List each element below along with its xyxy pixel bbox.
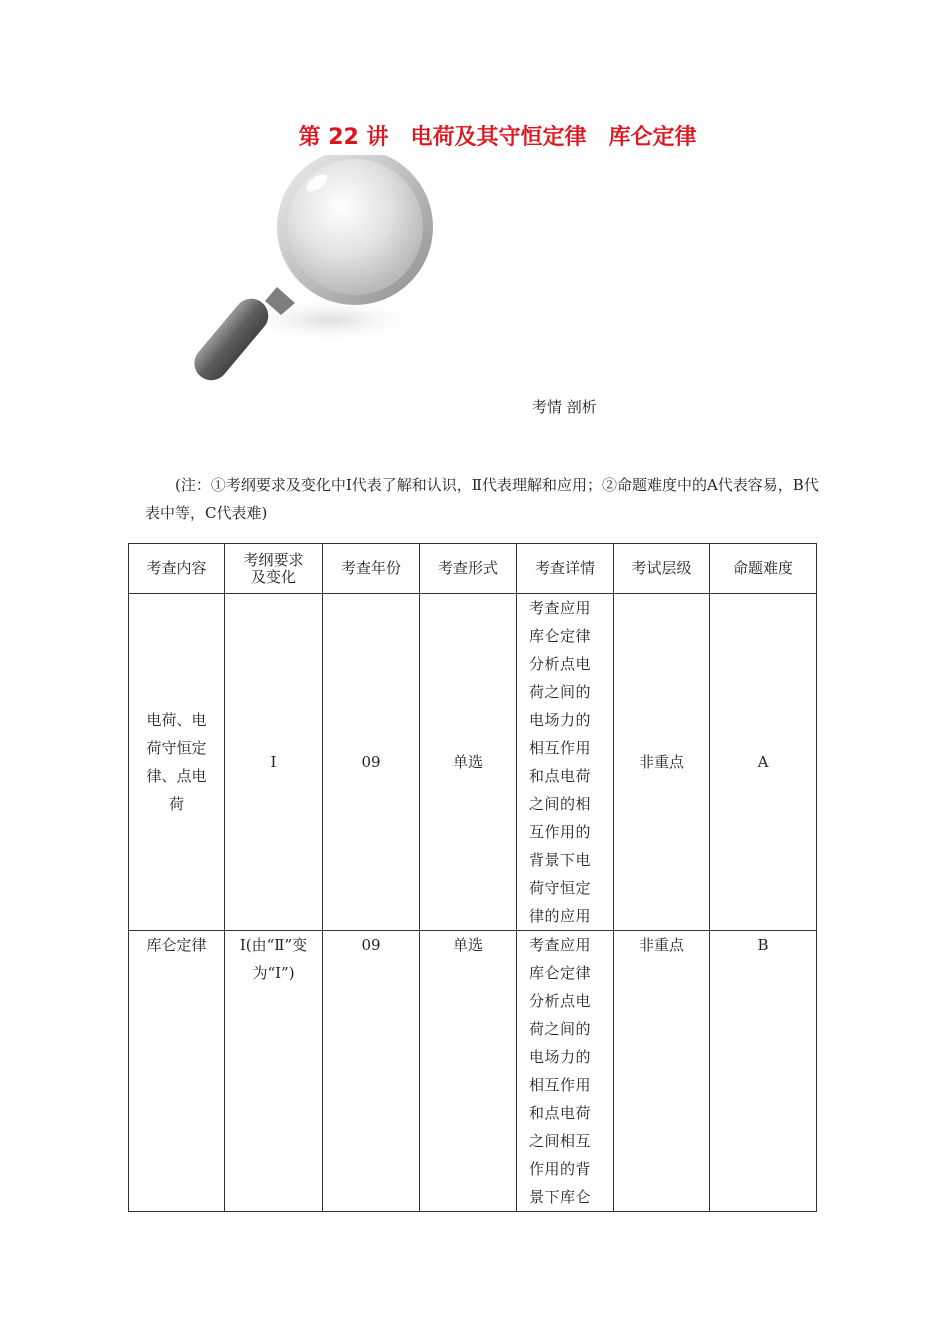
cell-detail: 考查应用库仑定律分析点电荷之间的电场力的相互作用和点电荷之间的相互作用的背景下电荷守恒定律的应用 bbox=[517, 594, 614, 931]
cell-year: 09 bbox=[323, 594, 420, 931]
cell-difficulty: A bbox=[710, 594, 817, 931]
header-level: 考试层级 bbox=[614, 544, 710, 594]
cell-detail: 考查应用库仑定律分析点电荷之间的电场力的相互作用和点电荷之间相互作用的背景下库仑 bbox=[517, 931, 614, 1212]
header-detail: 考查详情 bbox=[517, 544, 614, 594]
cell-requirement: Ⅰ bbox=[225, 594, 323, 931]
table-row bbox=[129, 594, 817, 931]
note-paragraph: (注：①考纲要求及变化中Ⅰ代表了解和认识，Ⅱ代表理解和应用；②命题难度中的A代表容易，B代表中等，C代表难) bbox=[145, 476, 819, 522]
table-header-row bbox=[129, 544, 817, 594]
cell-requirement: Ⅰ(由“Ⅱ”变为“Ⅰ”) bbox=[225, 931, 323, 1212]
header-form: 考查形式 bbox=[420, 544, 517, 594]
cell-form: 单选 bbox=[420, 594, 517, 931]
cell-level: 非重点 bbox=[614, 931, 710, 1212]
header-year: 考查年份 bbox=[323, 544, 420, 594]
section-label: 考情 剖析 bbox=[532, 398, 597, 416]
magnifier-illustration bbox=[185, 155, 445, 390]
cell-year: 09 bbox=[323, 931, 420, 1212]
cell-content: 电荷、电荷守恒定律、点电荷 bbox=[129, 594, 225, 931]
header-requirement: 考纲要求及变化 bbox=[225, 544, 323, 594]
cell-form: 单选 bbox=[420, 931, 517, 1212]
cell-difficulty: B bbox=[710, 931, 817, 1212]
cell-level: 非重点 bbox=[614, 594, 710, 931]
page-title: 第 22 讲 电荷及其守恒定律 库仑定律 bbox=[298, 125, 697, 150]
header-content: 考查内容 bbox=[129, 544, 225, 594]
header-difficulty: 命题难度 bbox=[710, 544, 817, 594]
table-row bbox=[129, 931, 817, 1212]
exam-analysis-table bbox=[128, 543, 817, 1212]
cell-content: 库仑定律 bbox=[129, 931, 225, 1212]
